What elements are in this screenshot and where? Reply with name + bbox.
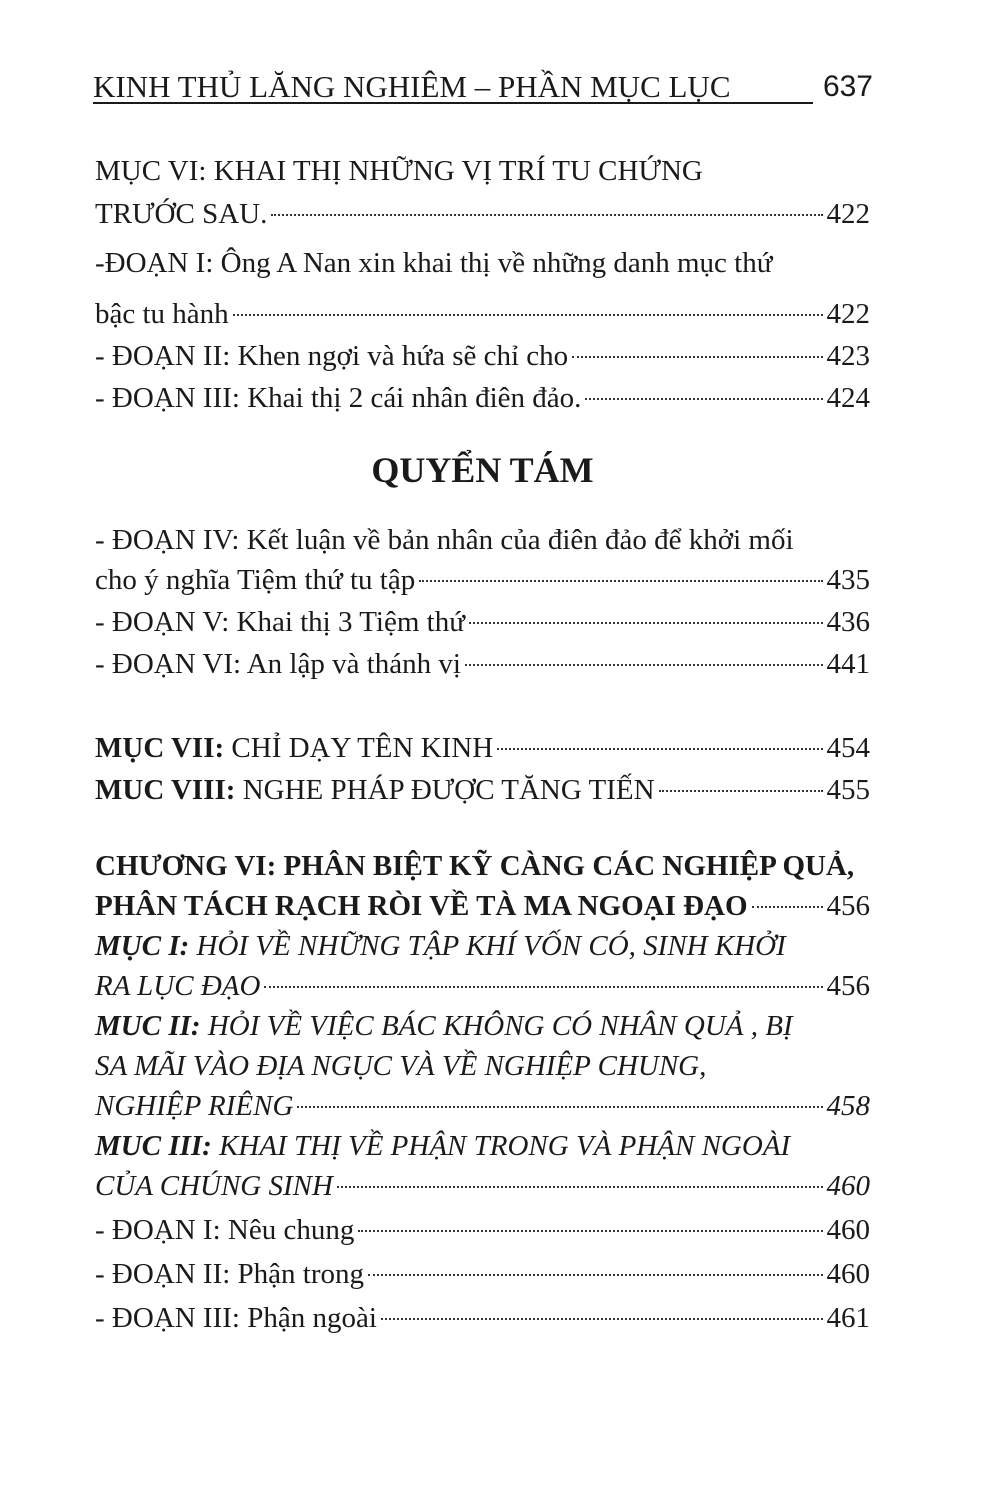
toc-muc-i-line1 <box>95 926 870 966</box>
toc-entry-text: HỎI VỀ NHỮNG TẬP KHÍ VỐN CÓ, SINH KHỞI <box>189 930 786 962</box>
dot-leader <box>368 1274 822 1276</box>
toc-entry-text: - ĐOẠN III: Khai thị 2 cái nhân điên đảo. <box>95 382 582 414</box>
toc-chuong-vi <box>95 886 870 926</box>
toc-entry-label: MUC VIII: <box>95 774 236 806</box>
toc-muc-ii-line1 <box>95 1006 870 1046</box>
toc-muc-ii <box>95 1086 870 1126</box>
toc-muc-ii-line3: NGHIỆP RIÊNG <box>95 1090 294 1122</box>
table-of-contents <box>95 148 870 1338</box>
dot-leader <box>297 1106 822 1108</box>
toc-entry-label: MUC II: <box>95 1010 201 1042</box>
toc-chuong-vi-line2: PHÂN TÁCH RẠCH RÒI VỀ TÀ MA NGOẠI ĐẠO <box>95 890 748 922</box>
dot-leader <box>337 1186 823 1188</box>
toc-doan-iv-line1: - ĐOẠN IV: Kết luận về bản nhân của điên đảo để khởi mối <box>95 524 794 556</box>
section-heading: QUYỂN TÁM <box>371 450 594 490</box>
dot-leader <box>752 906 823 908</box>
toc-page-number: 441 <box>826 648 870 680</box>
toc-doan-i-b <box>95 1210 870 1250</box>
toc-entry-text: - ĐOẠN I: Nêu chung <box>95 1214 355 1246</box>
toc-muc-vi <box>95 194 870 234</box>
toc-page-number: 422 <box>826 198 870 230</box>
toc-doan-iv-line2: cho ý nghĩa Tiệm thứ tu tập <box>95 564 416 596</box>
toc-page-number: 424 <box>826 382 870 414</box>
dot-leader <box>358 1230 822 1232</box>
toc-page-number: 423 <box>826 340 870 372</box>
dot-leader <box>264 986 822 988</box>
toc-muc-i-line2: RA LỤC ĐẠO <box>95 970 261 1002</box>
dot-leader <box>659 790 823 792</box>
toc-doan-iii-b <box>95 1298 870 1338</box>
dot-leader <box>572 356 822 358</box>
toc-muc-i <box>95 966 870 1006</box>
toc-entry-text: CHỈ DẠY TÊN KINH <box>224 732 494 764</box>
toc-muc-iii <box>95 1166 870 1206</box>
dot-leader <box>419 580 822 582</box>
toc-doan-vi <box>95 644 870 684</box>
toc-entry-text: - ĐOẠN II: Khen ngợi và hứa sẽ chỉ cho <box>95 340 569 372</box>
toc-entry-label: MUC III: <box>95 1130 212 1162</box>
toc-doan-i-line1: -ĐOẠN I: Ông A Nan xin khai thị về những danh mục thứ <box>95 247 773 279</box>
dot-leader <box>233 314 823 316</box>
toc-page-number: 460 <box>826 1170 870 1202</box>
toc-doan-iii <box>95 378 870 418</box>
toc-doan-iv <box>95 560 870 600</box>
toc-page-number: 422 <box>826 298 870 330</box>
toc-entry-text: HỎI VỀ VIỆC BÁC KHÔNG CÓ NHÂN QUẢ , BỊ <box>200 1010 793 1042</box>
toc-entry-label: MỤC I: <box>95 930 190 962</box>
header-rule <box>93 102 813 104</box>
toc-page-number: 460 <box>826 1214 870 1246</box>
toc-chuong-vi-line1: CHƯƠNG VI: PHÂN BIỆT KỸ CÀNG CÁC NGHIỆP QUẢ, <box>95 850 855 882</box>
toc-muc-vi-line1: MỤC VI: KHAI THỊ NHỮNG VỊ TRÍ TU CHỨNG <box>95 155 703 187</box>
toc-entry-text: - ĐOẠN II: Phận trong <box>95 1258 365 1290</box>
toc-doan-i <box>95 294 870 334</box>
toc-page-number: 461 <box>826 1302 870 1334</box>
dot-leader <box>271 214 822 216</box>
dot-leader <box>469 622 823 624</box>
toc-entry-text: KHAI THỊ VỀ PHẬN TRONG VÀ PHẬN NGOÀI <box>211 1130 791 1162</box>
toc-doan-ii <box>95 336 870 376</box>
header-title: KINH THỦ LĂNG NGHIÊM – PHẦN MỤC LỤC <box>93 69 731 104</box>
dot-leader <box>585 398 822 400</box>
toc-page-number: 456 <box>826 890 870 922</box>
dot-leader <box>465 664 823 666</box>
toc-doan-v <box>95 602 870 642</box>
toc-entry-label: MỤC VII: <box>95 732 225 764</box>
toc-muc-viii <box>95 770 870 810</box>
dot-leader <box>497 748 822 750</box>
toc-muc-vi-line2: TRƯỚC SAU. <box>95 198 268 230</box>
toc-entry-text: - ĐOẠN III: Phận ngoài <box>95 1302 377 1334</box>
toc-entry-text: - ĐOẠN VI: An lập và thánh vị <box>95 648 461 680</box>
toc-page-number: 458 <box>826 1090 870 1122</box>
toc-muc-iii-line1 <box>95 1126 870 1166</box>
toc-muc-iii-line2: CỦA CHÚNG SINH <box>95 1170 333 1202</box>
toc-page-number: 460 <box>826 1258 870 1290</box>
toc-page-number: 436 <box>826 606 870 638</box>
header-page-number: 637 <box>822 70 873 103</box>
toc-entry-text: - ĐOẠN V: Khai thị 3 Tiệm thứ <box>95 606 465 638</box>
dot-leader <box>381 1318 823 1320</box>
toc-doan-i-line2: bậc tu hành <box>95 298 229 330</box>
toc-muc-vii <box>95 728 870 768</box>
toc-doan-ii-b <box>95 1254 870 1294</box>
toc-page-number: 455 <box>826 774 870 806</box>
toc-page-number: 454 <box>826 732 870 764</box>
toc-page-number: 456 <box>826 970 870 1002</box>
toc-page-number: 435 <box>826 564 870 596</box>
toc-entry-text: NGHE PHÁP ĐƯỢC TĂNG TIẾN <box>235 774 655 806</box>
toc-muc-ii-line2: SA MÃI VÀO ĐỊA NGỤC VÀ VỀ NGHIỆP CHUNG, <box>95 1050 707 1082</box>
